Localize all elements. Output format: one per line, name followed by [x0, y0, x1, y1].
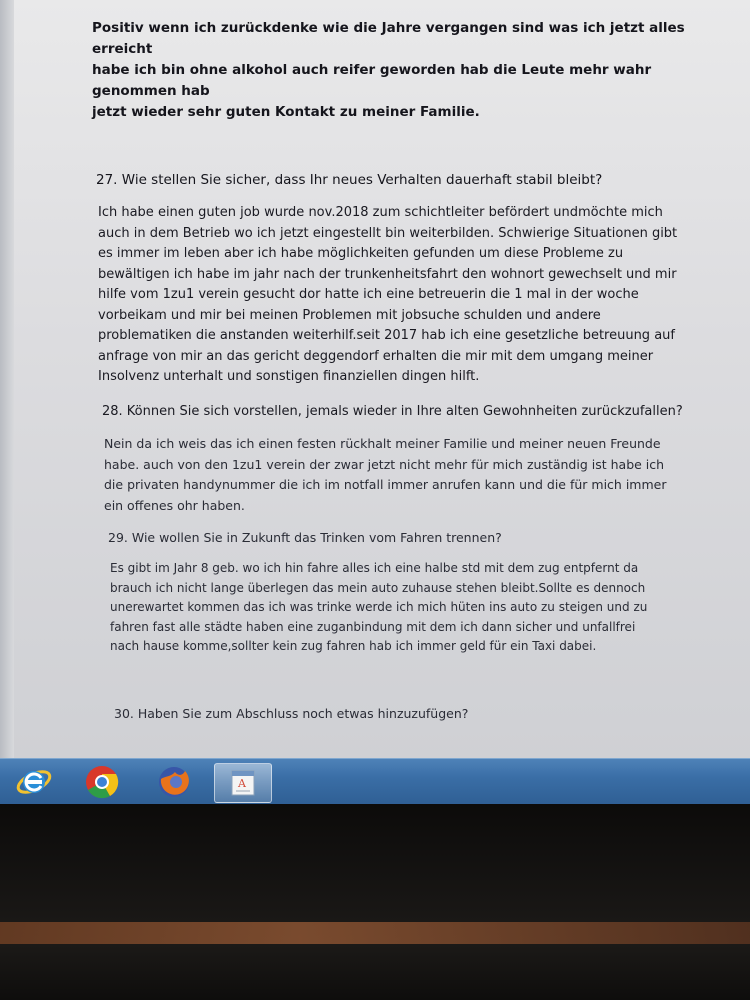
internet-explorer-icon [15, 764, 53, 800]
taskbar-chrome[interactable] [74, 763, 130, 801]
desk-surface [0, 922, 750, 944]
taskbar-firefox[interactable] [146, 763, 202, 801]
taskbar [0, 758, 750, 805]
firefox-icon [155, 763, 193, 801]
svg-text:A: A [238, 777, 246, 790]
chrome-icon [83, 763, 121, 801]
window-left-edge [0, 0, 14, 760]
question-27: 27. Wie stellen Sie sicher, dass Ihr neues Verhalten dauerhaft stabil bleibt? [96, 172, 603, 188]
question-28: 28. Können Sie sich vorstellen, jemals wieder in Ihre alten Gewohnheiten zurückzufallen? [102, 404, 683, 419]
monitor-bezel [0, 804, 750, 1000]
answer-27: Ich habe einen guten job wurde nov.2018 zum schichtleiter befördert undmöchte mich auch in dem Betrieb wo ich jetzt eingestellt bin weiterbilden. Schwierige Situationen gibt es immer im leben aber ich habe möglichkeiten gefunden um diese Probleme zu bewältigen ich habe im jahr nach der trunkenheitsfahrt den wohnort gewechselt und mir hilfe vom 1zu1 verein gesucht dor hatte ich eine betreuerin die 1 mal in der woche vorbeikam und mir bei meinen Problemen mit jobsuche schulden und andere problematiken die anstanden weiterhilf.seit 2017 hab ich eine gesetzliche betreuung auf anfrage von mir an das gericht deggendorf erhalten die mir mit dem umgang meiner Insolvenz unterhalt und sonstigen finanziellen dingen hilft. [98, 205, 678, 384]
question-30: 30. Haben Sie zum Abschluss noch etwas hinzuzufügen? [114, 706, 469, 721]
wordpad-icon [228, 768, 258, 798]
intro-paragraph: Positiv wenn ich zurückdenke wie die Jahre vergangen sind was ich jetzt alles erreicht habe ich bin ohne alkohol auch reifer geworden hab die Leute mehr wahr genommen hab jetzt wieder sehr guten Kontakt zu meiner Familie. [92, 20, 685, 120]
taskbar-internet-explorer[interactable] [6, 763, 62, 801]
answer-28: Nein da ich weis das ich einen festen rückhalt meiner Familie und meiner neuen Freunde habe. auch von den 1zu1 verein der zwar jetzt nicht mehr für mich zuständig ist habe ich die privaten handynummer die ich im notfall immer anrufen kann und die für mich immer ein offenes ohr haben. [104, 436, 667, 513]
taskbar-wordpad[interactable] [214, 763, 272, 803]
answer-29: Es gibt im Jahr 8 geb. wo ich hin fahre alles ich eine halbe std mit dem zug entpfernt da brauch ich nicht lange überlegen das mein auto zuhause stehen bleibt.Sollte es dennoch unerewartet kommen das ich was trinke werde ich mich hüten ins auto zu steigen und zu fahren fast alle städte haben eine zuganbindung mit dem ich dann sicher und unfallfrei nach hause komme,sollter kein zug fahren hab ich immer geld für ein Taxi dabei. [110, 561, 648, 653]
question-29: 29. Wie wollen Sie in Zukunft das Trinken vom Fahren trennen? [108, 530, 502, 545]
